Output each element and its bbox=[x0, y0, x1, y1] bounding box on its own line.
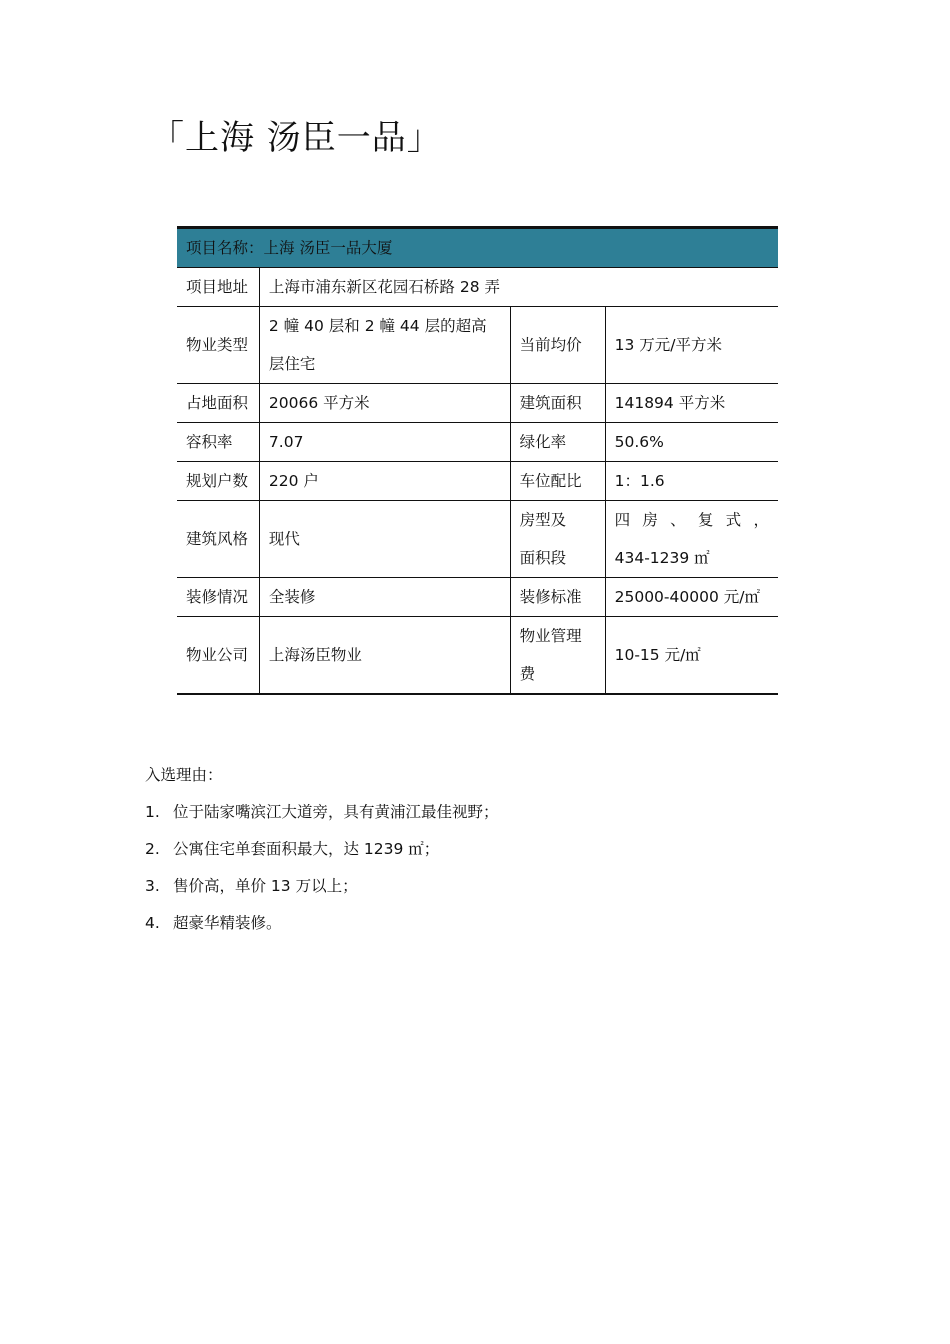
reasons-heading: 入选理由： bbox=[145, 766, 223, 784]
table-row bbox=[177, 268, 778, 307]
project-info-table bbox=[177, 226, 778, 695]
property-type-label: 物业类型 bbox=[177, 307, 259, 384]
style-value: 现代 bbox=[259, 501, 510, 578]
style-label: 建筑风格 bbox=[177, 501, 259, 578]
layout-value-line2: 434-1239 ㎡ bbox=[614, 549, 710, 567]
selection-reasons bbox=[145, 760, 845, 945]
layout-value-char: 式 bbox=[725, 511, 742, 529]
layout-value-char: 、 bbox=[670, 511, 686, 529]
table-row bbox=[177, 501, 778, 578]
parking-value: 1：1.6 bbox=[605, 462, 778, 501]
address-label: 项目地址 bbox=[177, 268, 259, 307]
price-value: 13 万元/平方米 bbox=[605, 307, 778, 384]
list-item-text: 公寓住宅单套面积最大，达 1239 ㎡； bbox=[173, 840, 440, 858]
table-row bbox=[177, 384, 778, 423]
table-row bbox=[177, 462, 778, 501]
green-label: 绿化率 bbox=[510, 423, 605, 462]
list-item bbox=[145, 834, 845, 871]
parking-label: 车位配比 bbox=[510, 462, 605, 501]
list-item-number: 3. bbox=[145, 877, 160, 895]
layout-value bbox=[605, 501, 778, 578]
management-fee-value: 10-15 元/㎡ bbox=[605, 617, 778, 695]
layout-value-char: 复 bbox=[697, 511, 714, 529]
decoration-label: 装修情况 bbox=[177, 578, 259, 617]
decoration-standard-label: 装修标准 bbox=[510, 578, 605, 617]
layout-label-line1: 房型及 bbox=[519, 511, 567, 529]
list-item-text: 售价高，单价 13 万以上； bbox=[173, 877, 358, 895]
green-value: 50.6% bbox=[605, 423, 778, 462]
land-area-value: 20066 平方米 bbox=[259, 384, 510, 423]
list-item bbox=[145, 797, 845, 834]
management-company-label: 物业公司 bbox=[177, 617, 259, 695]
decoration-value: 全装修 bbox=[259, 578, 510, 617]
layout-value-char: ， bbox=[753, 511, 769, 529]
build-area-value: 141894 平方米 bbox=[605, 384, 778, 423]
table-row bbox=[177, 307, 778, 384]
project-name-header: 项目名称：上海 汤臣一品大厦 bbox=[177, 228, 778, 268]
decoration-standard-value: 25000-40000 元/㎡ bbox=[605, 578, 778, 617]
layout-label bbox=[510, 501, 605, 578]
table-row bbox=[177, 578, 778, 617]
land-area-label: 占地面积 bbox=[177, 384, 259, 423]
property-type-value-line2: 层住宅 bbox=[268, 355, 316, 373]
list-item-number: 4. bbox=[145, 914, 160, 932]
list-item-text: 位于陆家嘴滨江大道旁，具有黄浦江最佳视野； bbox=[173, 803, 499, 821]
property-type-value bbox=[259, 307, 510, 384]
layout-value-line1 bbox=[615, 501, 769, 539]
list-item bbox=[145, 908, 845, 945]
property-type-value-line1: 2 幢 40 层和 2 幢 44 层的超高 bbox=[268, 317, 487, 335]
far-value: 7.07 bbox=[259, 423, 510, 462]
management-company-value: 上海汤臣物业 bbox=[259, 617, 510, 695]
table-row bbox=[177, 423, 778, 462]
address-value: 上海市浦东新区花园石桥路 28 弄 bbox=[259, 268, 778, 307]
layout-value-char: 房 bbox=[642, 511, 658, 529]
table-row bbox=[177, 617, 778, 695]
table-header-row bbox=[177, 228, 778, 268]
far-label: 容积率 bbox=[177, 423, 259, 462]
list-item bbox=[145, 871, 845, 908]
households-label: 规划户数 bbox=[177, 462, 259, 501]
households-value: 220 户 bbox=[259, 462, 510, 501]
build-area-label: 建筑面积 bbox=[510, 384, 605, 423]
page-title: 「上海 汤臣一品」 bbox=[150, 118, 442, 158]
list-item-number: 1. bbox=[145, 803, 160, 821]
management-fee-label: 物业管理费 bbox=[510, 617, 605, 695]
list-item-number: 2. bbox=[145, 840, 160, 858]
list-item-text: 超豪华精装修。 bbox=[173, 914, 282, 932]
layout-value-char: 四 bbox=[614, 511, 631, 529]
price-label: 当前均价 bbox=[510, 307, 605, 384]
layout-label-line2: 面积段 bbox=[519, 549, 567, 567]
